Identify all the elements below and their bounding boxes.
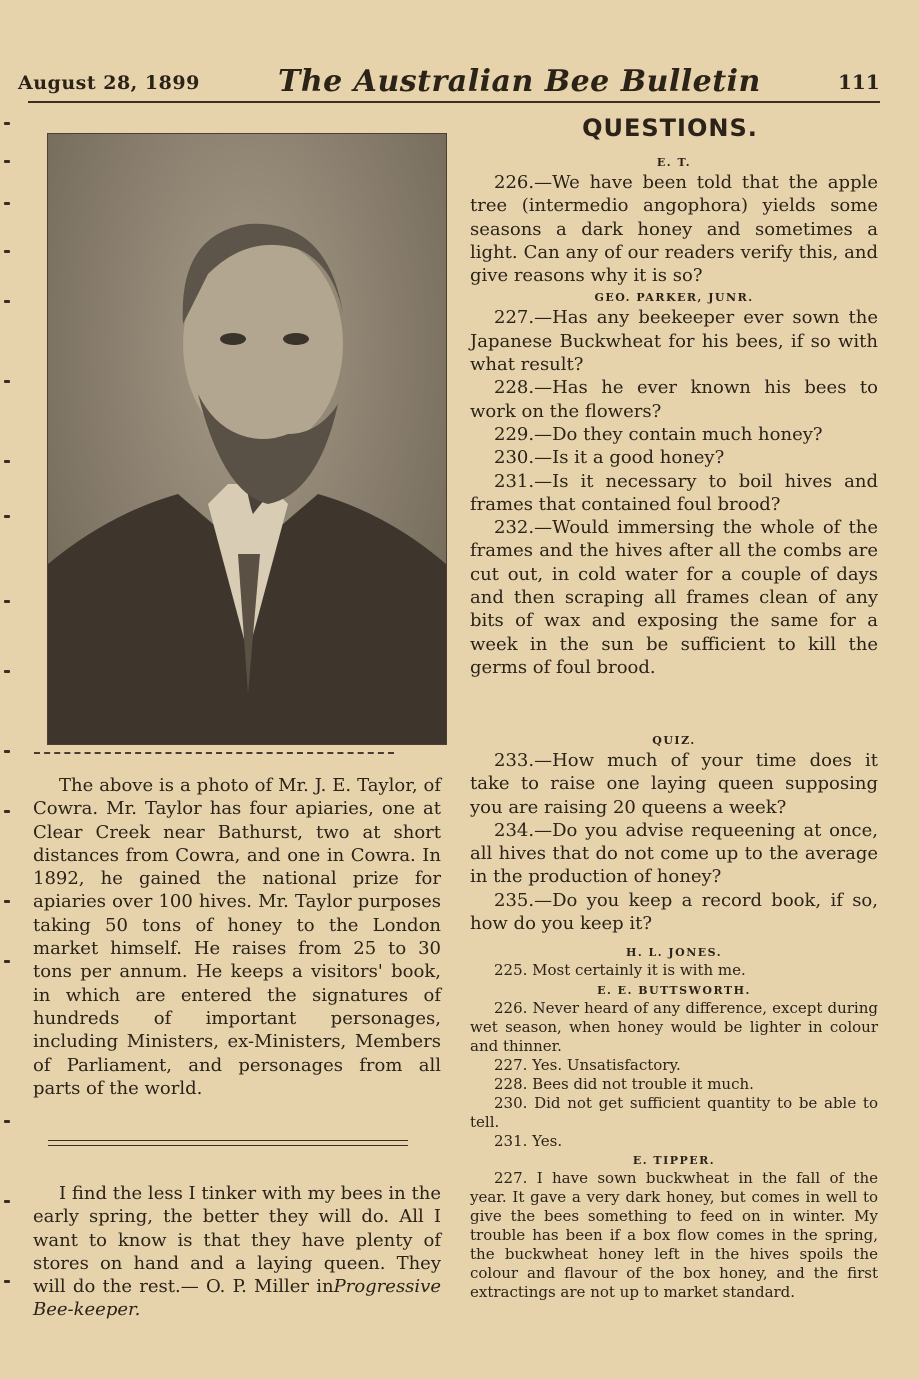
question-item: 228.—Has he ever known his bees to work on the flowers?: [470, 377, 878, 422]
answer-item: 227. Yes. Unsatisfactory.: [494, 1056, 681, 1074]
contributor-name: E. TIPPER.: [632, 1154, 716, 1167]
quote-text: I find the less I tinker with my bees in the early spring, the better they will do. All I want to know is that they have plenty of stores on hand and a laying queen. They will do the rest.— O. P. Miller in: [33, 1183, 441, 1298]
portrait-illustration: [48, 134, 446, 744]
contributor-name: E. T.: [656, 156, 692, 169]
issue-date: August 28, 1899: [18, 72, 200, 94]
question-item: 231.—Is it necessary to boil hives and frames that contained foul brood?: [470, 470, 878, 515]
question-item: 233.—How much of your time does it take to raise one laying queen supposing you are raising 20 queens a week?: [470, 750, 878, 818]
contributor-name: E. E. BUTTSWORTH.: [597, 984, 751, 997]
quote-paragraph: [33, 1182, 441, 1332]
answer-item: 230. Did not get sufficient quantity to be able to tell.: [470, 1094, 878, 1131]
publication-title: The Australian Bee Bulletin: [278, 64, 761, 99]
question-item: 235.—Do you keep a record book, if so, how do you keep it?: [470, 889, 878, 935]
contributor-name: GEO. PARKER, JUNR.: [594, 291, 754, 305]
binding-edge-marks: [0, 110, 20, 1350]
photo-caption: The above is a photo of Mr. J. E. Taylor, of Cowra. Mr. Taylor has four apiaries, one at Clear Creek near Bathurst, two at short distances from Cowra, and one in Cowra. In 1892, he gained the national prize for apiaries over 100 hives. Mr. Taylor purposes taking 50 tons of honey to the London market himself. He raises from 25 to 30 tons per annum. He keeps a visitors' book, in which are entered the signatures of hundreds of important personages, including Ministers, ex-Ministers, Members of Parliament, and personages from all parts of the world.: [33, 775, 441, 1099]
quote-source: Progressive Bee-keeper.: [33, 1276, 441, 1321]
page-number: 111: [838, 70, 880, 94]
answer-item: 226. Never heard of any difference, except during wet season, when honey would be lighter in colour and thinner.: [470, 999, 878, 1055]
page-header: [0, 62, 919, 102]
question-item: 234.—Do you advise requeening at once, all hives that do not come up to the average in the production of honey?: [470, 819, 878, 888]
contributor-name: QUIZ.: [652, 734, 696, 747]
question-item: 229.—Do they contain much honey?: [494, 423, 823, 445]
question-group-et: [470, 152, 878, 679]
answer-item: 228. Bees did not trouble it much.: [494, 1075, 754, 1093]
photo-rule: [34, 752, 394, 754]
answer-item: 231. Yes.: [494, 1132, 563, 1150]
answer-item: 227. I have sown buckwheat in the fall of the year. It gave a very dark honey, but comes in well to give the bees something to feed on in winter. My trouble has been if a box flow comes in the spring, the buckwheat honey left in the hives spoils the colour and flavour of the box honey, and the first extractings are not up to market standard.: [470, 1169, 878, 1301]
question-item: 227.—Has any beekeeper ever sown the Japanese Buckwheat for his bees, if so with what result?: [470, 307, 878, 376]
question-item: 230.—Is it a good honey?: [494, 447, 725, 469]
question-item: 232.—Would immersing the whole of the frames and the hives after all the combs are cut out, in cold water for a couple of days and then scraping all frames clean of any bits of wax and exposing the same for a week in the sun be sufficient to kill the germs of foul brood.: [470, 517, 878, 678]
answer-group-tipper: [470, 1150, 878, 1302]
portrait-photo: [47, 133, 447, 745]
header-rule: [28, 101, 880, 103]
answer-item: 225. Most certainly it is with me.: [494, 961, 746, 979]
questions-heading: QUESTIONS.: [582, 114, 758, 142]
contributor-name: H. L. JONES.: [625, 946, 723, 959]
column-separator: [48, 1140, 408, 1146]
question-item: 226.—We have been told that the apple tree (intermedio angophora) yields some seasons a dark honey and sometimes a light. Can any of our readers verify this, and give reasons why it is so?: [470, 172, 878, 287]
answer-groups: [470, 942, 878, 1151]
question-group-quiz: [470, 730, 878, 935]
